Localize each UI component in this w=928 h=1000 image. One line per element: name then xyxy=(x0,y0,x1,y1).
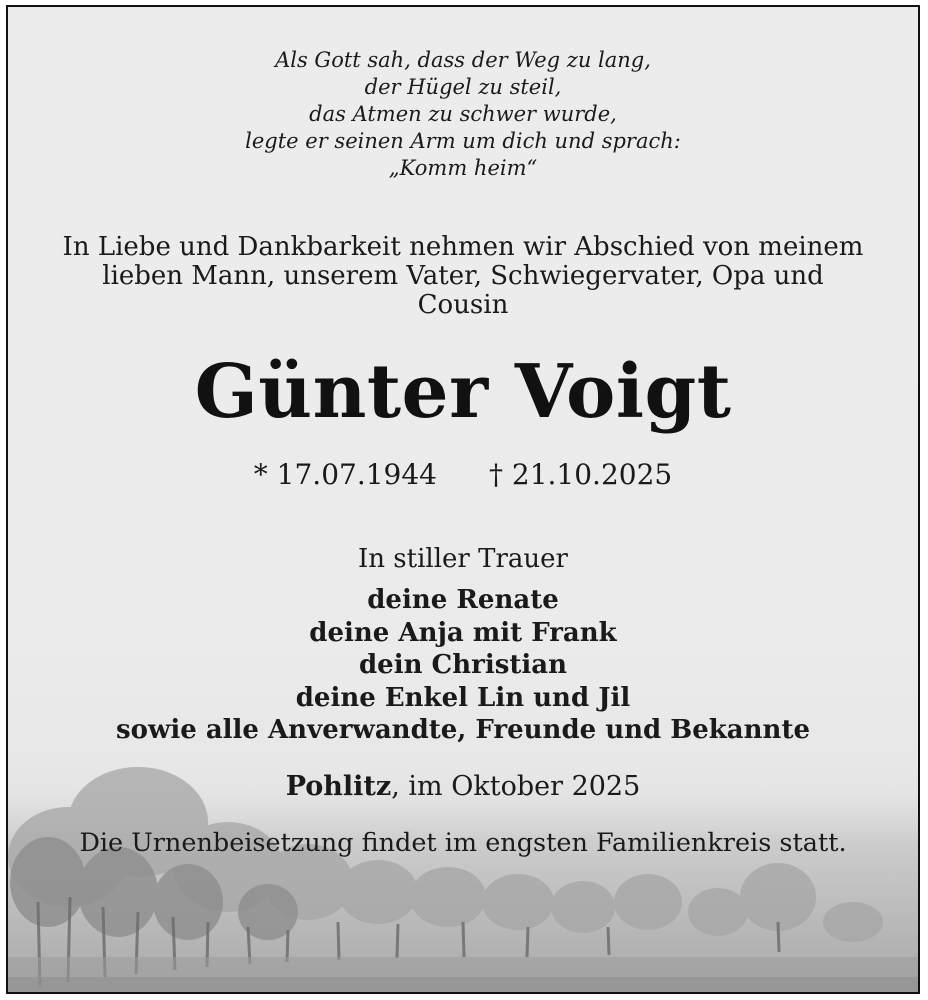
intro-line: Cousin xyxy=(417,290,509,320)
mourning-intro: In stiller Trauer xyxy=(358,544,568,574)
mourner-line: sowie alle Anverwandte, Freunde und Bekannte xyxy=(115,715,810,745)
poem-line: Als Gott sah, dass der Weg zu lang, xyxy=(275,48,651,72)
life-dates xyxy=(8,455,918,495)
mourner-line: deine Renate xyxy=(367,585,559,615)
burial-note: Die Urnenbeisetzung findet im engsten Familienkreis statt. xyxy=(79,828,847,858)
poem-line: das Atmen zu schwer wurde, xyxy=(309,102,617,126)
intro-line: In Liebe und Dankbarkeit nehmen wir Abschied von meinem xyxy=(62,232,864,262)
death-date: † 21.10.2025 xyxy=(489,458,673,491)
poem xyxy=(8,47,918,182)
mourner-line: dein Christian xyxy=(359,650,567,680)
mourner-line: deine Enkel Lin und Jil xyxy=(295,682,631,713)
mourners-list xyxy=(8,584,918,747)
town: Pohlitz xyxy=(285,771,392,802)
farewell-intro xyxy=(8,233,918,320)
poem-line: der Hügel zu steil, xyxy=(364,75,562,99)
date-text: , im Oktober 2025 xyxy=(391,771,641,802)
obituary-card xyxy=(6,5,920,994)
poem-line: „Komm heim“ xyxy=(388,156,538,180)
poem-line: legte er seinen Arm um dich und sprach: xyxy=(245,129,681,153)
intro-line: lieben Mann, unserem Vater, Schwiegervater, Opa und xyxy=(102,261,824,291)
mourner-line: deine Anja mit Frank xyxy=(309,617,617,648)
birth-date: * 17.07.1944 xyxy=(253,458,437,491)
deceased-name: Günter Voigt xyxy=(194,349,732,435)
place-and-date xyxy=(8,769,918,805)
